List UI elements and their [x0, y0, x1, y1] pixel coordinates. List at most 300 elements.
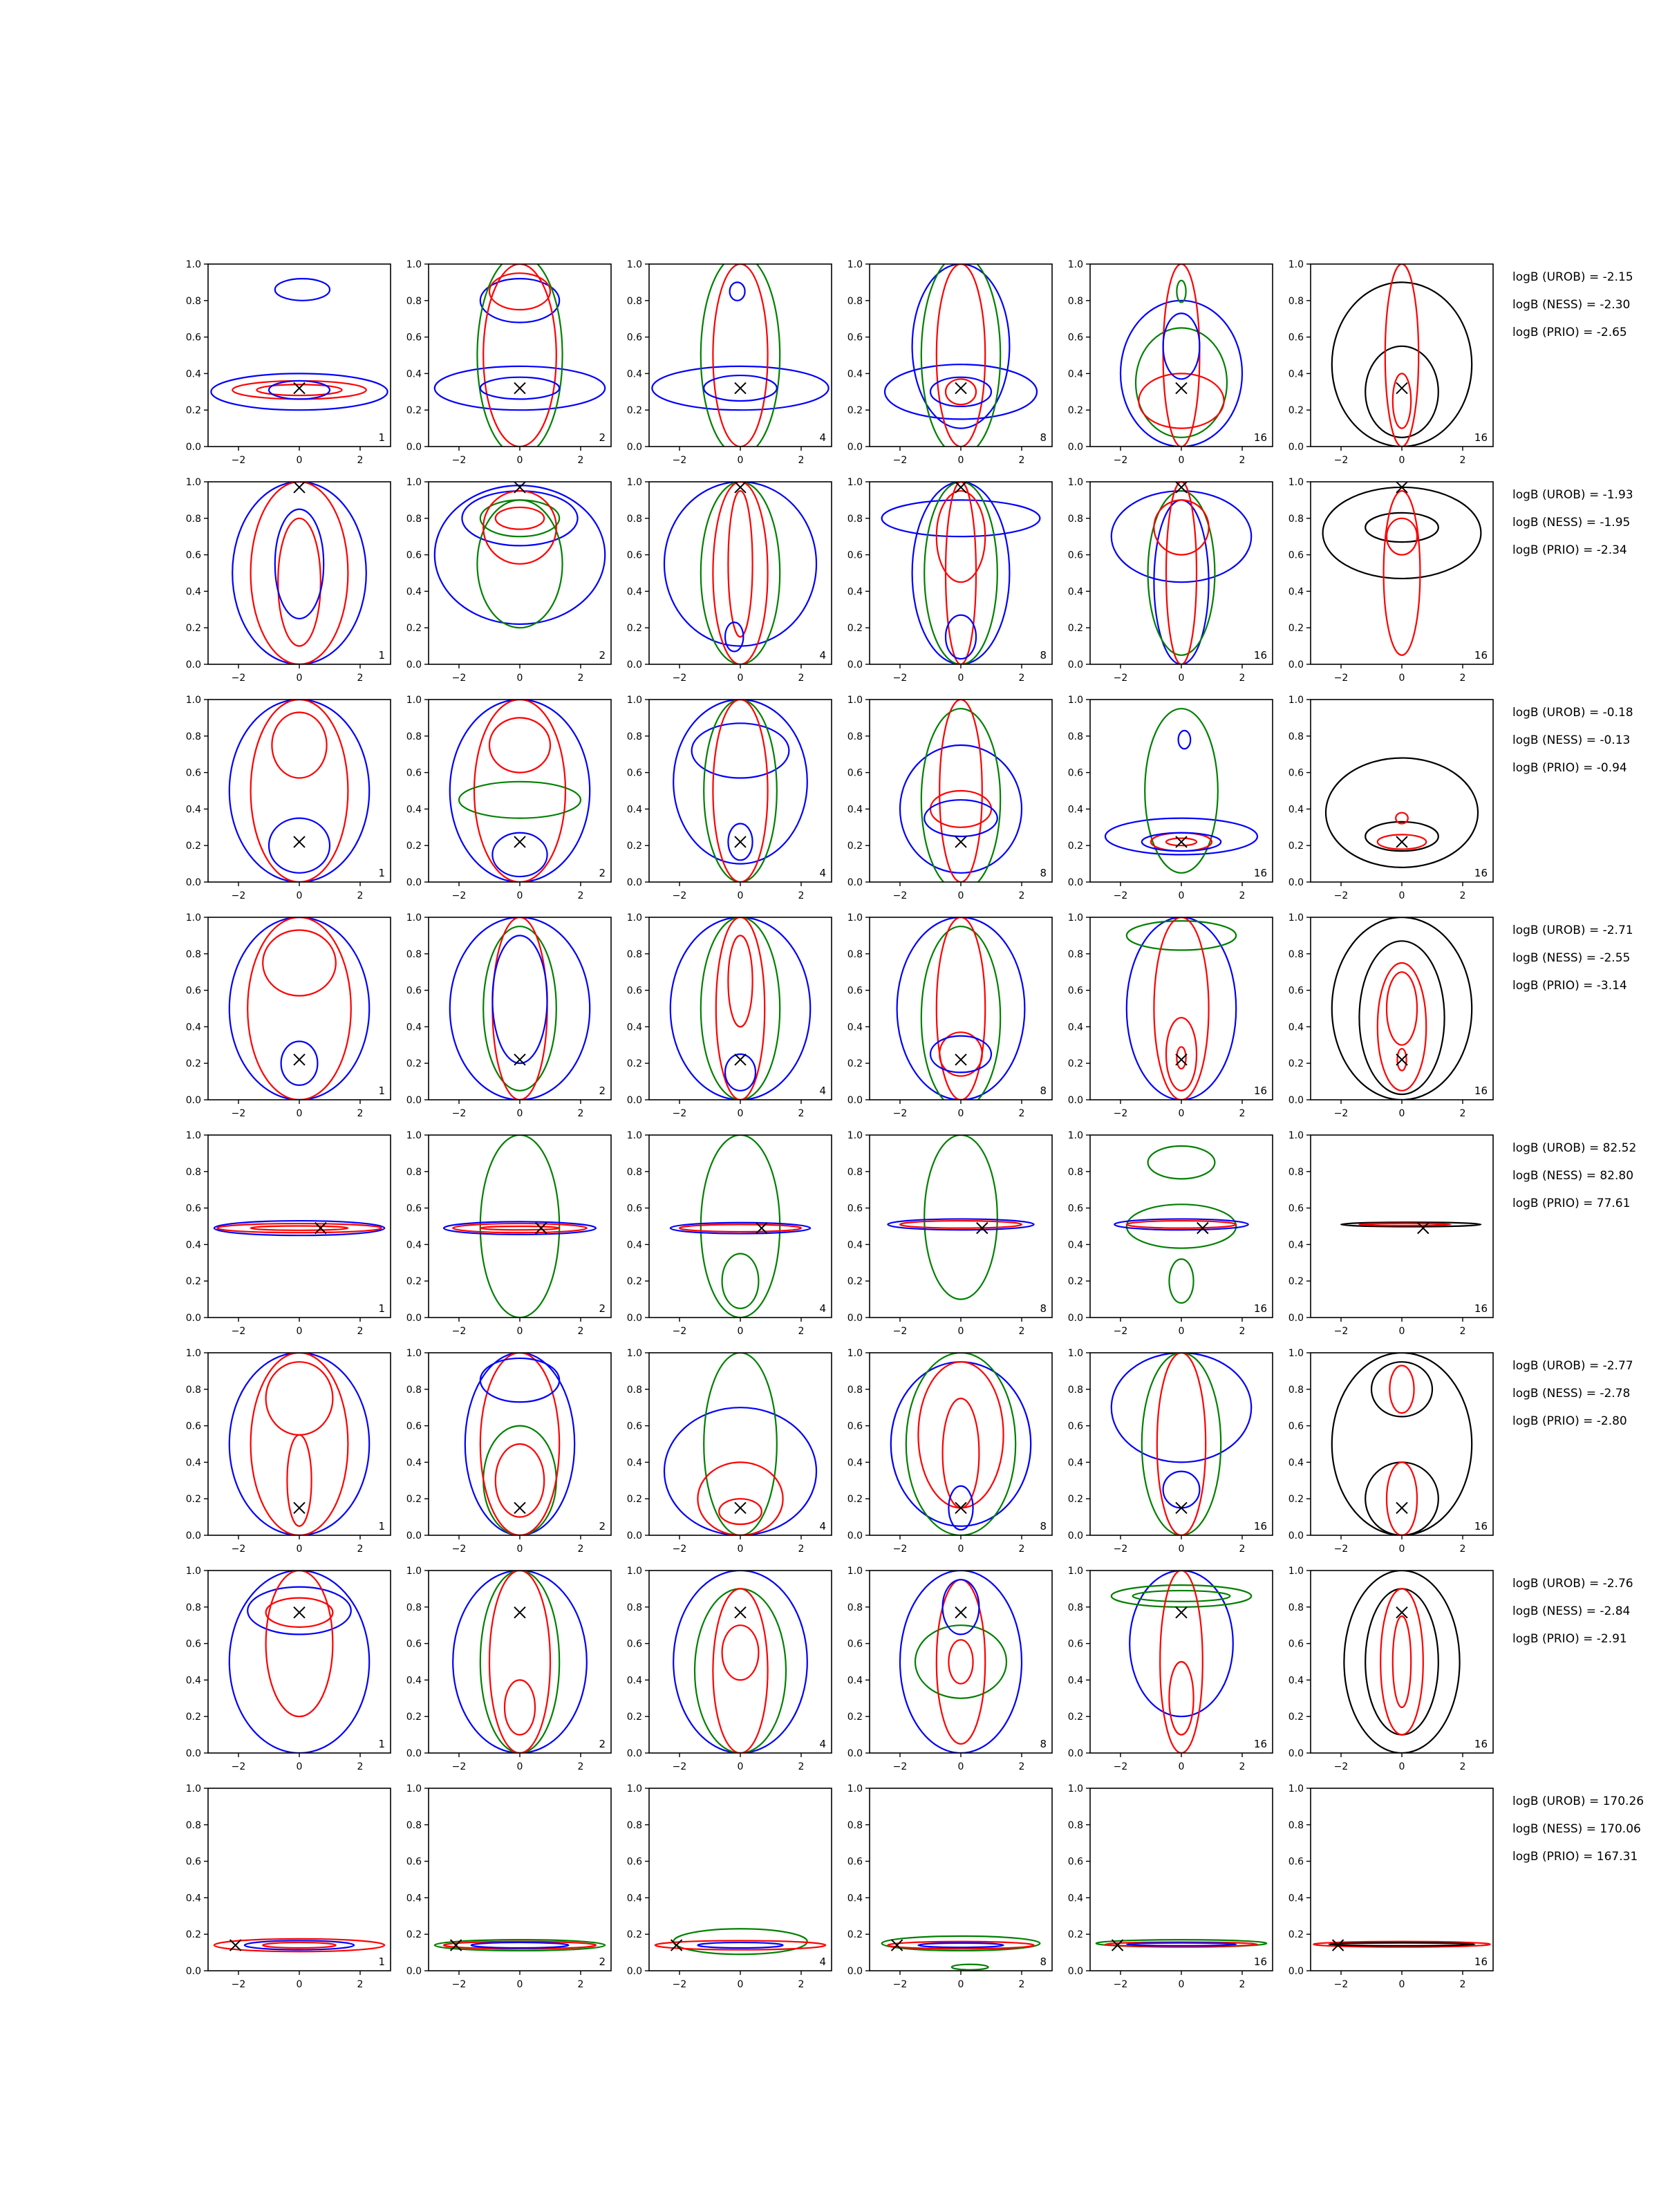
y-tick-label: 0.2 [185, 405, 201, 417]
y-tick-label: 0.6 [1288, 332, 1304, 344]
blue-contour [943, 1580, 980, 1634]
true-value-marker [294, 836, 305, 847]
x-tick-label: 0 [1398, 1544, 1405, 1555]
y-tick-label: 1.0 [185, 1566, 201, 1577]
red-contour [900, 1221, 1022, 1228]
x-tick-label: 0 [1178, 1326, 1185, 1337]
y-tick-label: 0.6 [847, 1203, 863, 1215]
green-contour [1127, 1204, 1236, 1248]
panel-r6-c2 [406, 1348, 611, 1555]
x-tick-label: 0 [957, 1326, 964, 1337]
x-tick-label: −2 [1113, 455, 1128, 466]
y-tick-label: 0.6 [626, 985, 642, 997]
y-tick-label: 0.4 [626, 804, 642, 816]
y-tick-label: 1.0 [406, 477, 422, 488]
red-contour [263, 1942, 336, 1948]
contour-group [211, 279, 387, 410]
y-tick-label: 0.6 [1288, 985, 1304, 997]
true-value-marker [955, 836, 966, 847]
true-value-marker [1396, 383, 1407, 394]
y-tick-label: 0.2 [185, 1276, 201, 1288]
panel-r1-c1 [186, 259, 391, 466]
red-contour [1387, 518, 1417, 555]
x-tick-label: −2 [1333, 890, 1349, 901]
y-tick-label: 0.6 [626, 1203, 642, 1215]
y-tick-label: 0.6 [847, 332, 863, 344]
y-tick-label: 1.0 [847, 1566, 863, 1577]
true-value-marker [892, 1940, 903, 1951]
y-tick-label: 0.2 [1067, 1712, 1083, 1723]
x-tick-label: 0 [296, 1979, 303, 1990]
green-contour [952, 1965, 988, 1970]
red-contour [1378, 963, 1426, 1091]
y-tick-label: 1.0 [1288, 1130, 1304, 1141]
x-tick-label: 2 [577, 1761, 584, 1772]
y-tick-label: 1.0 [1067, 259, 1083, 270]
y-tick-label: 0.6 [1067, 1856, 1083, 1868]
x-tick-label: −2 [231, 673, 246, 684]
y-tick-label: 0.2 [185, 1494, 201, 1506]
y-tick-label: 0.4 [626, 1457, 642, 1469]
x-tick-label: 2 [1239, 1979, 1246, 1990]
panel-r3-c5 [1068, 695, 1273, 901]
panel-iteration-label: 4 [819, 649, 826, 662]
contour-group [229, 1571, 369, 1753]
y-tick-label: 0.6 [626, 332, 642, 344]
y-tick-label: 0.0 [1288, 1966, 1304, 1977]
x-tick-label: 2 [1459, 1761, 1466, 1772]
y-tick-label: 1.0 [847, 477, 863, 488]
panel-frame [649, 264, 832, 447]
x-tick-label: −2 [892, 890, 908, 901]
panel-r3-c4 [847, 695, 1052, 901]
x-tick-label: −2 [1113, 1761, 1128, 1772]
red-contour [1393, 1616, 1411, 1707]
panel-frame [429, 700, 611, 882]
x-tick-label: −2 [451, 673, 467, 684]
panel-iteration-label: 16 [1474, 1956, 1488, 1968]
x-tick-label: −2 [672, 455, 687, 466]
blue-contour [1105, 818, 1257, 855]
y-tick-label: 0.0 [626, 1530, 642, 1541]
y-tick-label: 0.4 [185, 586, 201, 598]
y-tick-label: 1.0 [406, 1348, 422, 1359]
y-tick-label: 0.2 [1067, 841, 1083, 852]
red-contour [480, 1226, 559, 1230]
contour-group [214, 1939, 384, 1951]
y-tick-label: 1.0 [185, 912, 201, 924]
panel-frame [870, 1571, 1052, 1753]
panel-iteration-label: 4 [819, 1302, 826, 1315]
y-tick-label: 0.2 [1067, 1494, 1083, 1506]
x-tick-label: 2 [577, 673, 584, 684]
red-contour [266, 1571, 333, 1716]
blue-contour [453, 1571, 587, 1753]
x-tick-label: 2 [1459, 1979, 1466, 1990]
y-tick-label: 0.0 [185, 1313, 201, 1324]
x-tick-label: 2 [798, 890, 805, 901]
panel-iteration-label: 16 [1474, 1738, 1488, 1750]
y-tick-label: 0.8 [185, 731, 201, 742]
y-tick-label: 0.8 [626, 731, 642, 742]
y-tick-label: 0.8 [1288, 948, 1304, 960]
y-tick-label: 1.0 [1288, 912, 1304, 924]
logb-stat: logB (NESS) = 170.06 [1512, 1822, 1641, 1836]
contour-group [1323, 482, 1481, 655]
red-contour [489, 1571, 550, 1753]
y-tick-label: 1.0 [847, 1783, 863, 1794]
contour-group [450, 917, 590, 1100]
y-tick-label: 0.2 [626, 841, 642, 852]
logb-stat: logB (UROB) = -2.77 [1512, 1359, 1633, 1373]
logb-stat: logB (UROB) = -2.15 [1512, 270, 1633, 284]
y-tick-label: 1.0 [406, 912, 422, 924]
x-tick-label: 0 [1398, 890, 1405, 901]
y-tick-label: 0.4 [185, 1893, 201, 1904]
contour-group [671, 1135, 810, 1318]
x-tick-label: 0 [516, 1108, 523, 1119]
panel-r4-c1 [186, 912, 391, 1119]
contour-group [1121, 264, 1242, 447]
contour-group [900, 1571, 1022, 1753]
y-tick-label: 0.2 [406, 841, 422, 852]
logb-stat: logB (NESS) = -2.84 [1512, 1604, 1631, 1618]
y-tick-label: 0.0 [847, 659, 863, 671]
y-tick-label: 0.0 [185, 659, 201, 671]
x-tick-label: 2 [577, 1979, 584, 1990]
panel-iteration-label: 8 [1040, 1520, 1047, 1533]
x-tick-label: 0 [957, 673, 964, 684]
x-tick-label: 2 [1018, 890, 1025, 901]
panel-iteration-label: 2 [599, 1085, 606, 1097]
y-tick-label: 1.0 [626, 1348, 642, 1359]
y-tick-label: 0.2 [847, 841, 863, 852]
blue-contour [664, 1407, 816, 1535]
x-tick-label: 2 [357, 1761, 364, 1772]
x-tick-label: 0 [1178, 1979, 1185, 1990]
panel-r8-c4 [847, 1783, 1052, 1990]
y-tick-label: 0.4 [406, 804, 422, 816]
x-tick-label: 0 [1178, 890, 1185, 901]
x-tick-label: 0 [1178, 1544, 1185, 1555]
y-tick-label: 0.4 [185, 1457, 201, 1469]
blue-contour [471, 1942, 569, 1948]
blue-contour [450, 917, 590, 1100]
green-contour [924, 1135, 997, 1300]
x-tick-label: 2 [798, 673, 805, 684]
x-tick-label: 2 [1018, 1108, 1025, 1119]
y-tick-label: 0.4 [1288, 1675, 1304, 1687]
panel-r6-c5 [1068, 1348, 1273, 1555]
y-tick-label: 0.6 [406, 1203, 422, 1215]
y-tick-label: 0.6 [1288, 1203, 1304, 1215]
red-contour [483, 491, 556, 564]
y-tick-label: 0.8 [1067, 1166, 1083, 1178]
y-tick-label: 0.8 [847, 1384, 863, 1396]
blue-contour [692, 723, 789, 778]
panel-iteration-label: 4 [819, 431, 826, 444]
y-tick-label: 0.4 [1067, 586, 1083, 598]
red-contour [722, 1625, 759, 1680]
panel-r6-c4 [847, 1348, 1052, 1555]
x-tick-label: 2 [357, 673, 364, 684]
panel-iteration-label: 16 [1474, 1302, 1488, 1315]
y-tick-label: 0.8 [406, 1166, 422, 1178]
y-tick-label: 0.6 [185, 985, 201, 997]
blue-contour [730, 282, 745, 300]
panel-frame [429, 917, 611, 1100]
y-tick-label: 0.0 [406, 1095, 422, 1106]
y-tick-label: 0.8 [1288, 731, 1304, 742]
y-tick-label: 0.4 [626, 1022, 642, 1033]
red-contour [1387, 1462, 1417, 1535]
y-tick-label: 0.6 [406, 1856, 422, 1868]
black-contour [1365, 1588, 1438, 1734]
y-tick-label: 0.2 [1288, 1276, 1304, 1288]
x-tick-label: 2 [1459, 673, 1466, 684]
y-tick-label: 1.0 [626, 1566, 642, 1577]
x-tick-label: −2 [672, 890, 687, 901]
panel-iteration-label: 8 [1040, 867, 1047, 879]
panel-frame [870, 482, 1052, 664]
y-tick-label: 0.8 [1288, 513, 1304, 525]
blue-contour [1163, 313, 1200, 379]
x-tick-label: 0 [516, 673, 523, 684]
y-tick-label: 1.0 [185, 695, 201, 706]
x-tick-label: −2 [1333, 1761, 1349, 1772]
y-tick-label: 0.8 [1067, 1602, 1083, 1613]
x-tick-label: 2 [357, 1979, 364, 1990]
panel-iteration-label: 16 [1253, 1738, 1267, 1750]
true-value-marker [294, 1502, 305, 1513]
y-tick-label: 0.4 [847, 804, 863, 816]
x-tick-label: −2 [1113, 1544, 1128, 1555]
panel-r4-c6 [1288, 912, 1493, 1119]
panel-r4-c4 [847, 912, 1052, 1119]
y-tick-label: 0.2 [406, 1058, 422, 1070]
y-tick-label: 0.2 [1288, 405, 1304, 417]
y-tick-label: 0.2 [185, 1058, 201, 1070]
y-tick-label: 0.0 [847, 1095, 863, 1106]
y-tick-label: 0.6 [1067, 550, 1083, 561]
red-contour [251, 1226, 348, 1230]
panel-iteration-label: 8 [1040, 1085, 1047, 1097]
y-tick-label: 0.2 [847, 1276, 863, 1288]
y-tick-label: 0.4 [847, 368, 863, 380]
x-tick-label: −2 [892, 1979, 908, 1990]
y-tick-label: 0.4 [1067, 368, 1083, 380]
y-tick-label: 0.4 [1067, 1893, 1083, 1904]
y-tick-label: 0.0 [1067, 1313, 1083, 1324]
y-tick-label: 0.6 [185, 1421, 201, 1432]
x-tick-label: 0 [737, 1544, 744, 1555]
y-tick-label: 0.0 [185, 1966, 201, 1977]
y-tick-label: 1.0 [406, 259, 422, 270]
x-tick-label: 2 [1018, 1326, 1025, 1337]
y-tick-label: 0.0 [1288, 659, 1304, 671]
y-tick-label: 0.6 [185, 1856, 201, 1868]
y-tick-label: 0.0 [1067, 1748, 1083, 1759]
y-tick-label: 0.8 [1288, 1384, 1304, 1396]
y-tick-label: 0.4 [1288, 804, 1304, 816]
black-contour [1329, 1943, 1474, 1946]
y-tick-label: 0.2 [1288, 1712, 1304, 1723]
contour-group [664, 482, 816, 664]
y-tick-label: 0.4 [1067, 1239, 1083, 1251]
x-tick-label: −2 [231, 1761, 246, 1772]
red-contour [474, 700, 565, 882]
panel-iteration-label: 2 [599, 1520, 606, 1533]
contour-group [673, 1571, 807, 1753]
logb-stat: logB (NESS) = -1.95 [1512, 516, 1631, 529]
panel-r1-c3 [627, 255, 832, 466]
blue-contour [229, 917, 369, 1100]
y-tick-label: 0.6 [1067, 1421, 1083, 1432]
x-tick-label: 2 [577, 890, 584, 901]
y-tick-label: 0.4 [847, 1675, 863, 1687]
x-tick-label: −2 [231, 1544, 246, 1555]
y-tick-label: 0.0 [1067, 442, 1083, 453]
y-tick-label: 0.6 [847, 985, 863, 997]
contour-group [1313, 1940, 1490, 1951]
red-contour [217, 1224, 382, 1232]
x-tick-label: 0 [296, 455, 303, 466]
y-tick-label: 0.2 [406, 1929, 422, 1941]
y-tick-label: 0.4 [1067, 804, 1083, 816]
x-tick-label: 0 [737, 1761, 744, 1772]
panel-r1-c5 [1068, 259, 1273, 466]
y-tick-label: 0.8 [185, 295, 201, 307]
y-tick-label: 1.0 [1288, 1348, 1304, 1359]
y-tick-label: 0.8 [1067, 1384, 1083, 1396]
y-tick-label: 0.0 [626, 877, 642, 888]
y-tick-label: 0.2 [847, 1929, 863, 1941]
logb-stat: logB (PRIO) = -2.34 [1512, 543, 1627, 557]
x-tick-label: 0 [957, 455, 964, 466]
black-contour [1365, 346, 1438, 438]
red-contour [679, 1224, 801, 1232]
contour-group [1112, 1353, 1251, 1535]
x-tick-label: −2 [231, 1326, 246, 1337]
red-contour [946, 379, 976, 404]
panel-r3-c6 [1288, 695, 1493, 901]
blue-contour [891, 1362, 1031, 1526]
panel-iteration-label: 8 [1040, 1302, 1047, 1315]
y-tick-label: 0.6 [1067, 985, 1083, 997]
y-tick-label: 0.0 [847, 442, 863, 453]
true-value-marker [671, 1940, 682, 1951]
panel-r8-c2 [406, 1783, 611, 1990]
blue-contour [275, 279, 330, 301]
contour-group [1332, 917, 1472, 1100]
y-tick-label: 1.0 [185, 1130, 201, 1141]
panel-r7-c3 [627, 1566, 832, 1772]
panel-r1-c4 [847, 255, 1052, 466]
blue-contour [673, 1571, 807, 1753]
black-contour [1332, 282, 1472, 447]
y-tick-label: 0.2 [185, 1929, 201, 1941]
y-tick-label: 0.2 [626, 1058, 642, 1070]
contour-group [1112, 1571, 1251, 1753]
red-contour [278, 518, 321, 646]
y-tick-label: 0.4 [1288, 1457, 1304, 1469]
x-tick-label: 0 [1398, 1761, 1405, 1772]
y-tick-label: 0.2 [1288, 1494, 1304, 1506]
panel-frame [429, 1571, 611, 1753]
y-tick-label: 0.0 [626, 442, 642, 453]
y-tick-label: 0.0 [847, 1313, 863, 1324]
y-tick-label: 0.0 [1288, 1530, 1304, 1541]
y-tick-label: 0.4 [185, 804, 201, 816]
y-tick-label: 0.4 [1067, 1675, 1083, 1687]
y-tick-label: 0.8 [185, 1819, 201, 1831]
panel-iteration-label: 16 [1253, 867, 1267, 879]
y-tick-label: 0.8 [626, 1166, 642, 1178]
x-tick-label: −2 [892, 1544, 908, 1555]
x-tick-label: 2 [1459, 890, 1466, 901]
y-tick-label: 1.0 [626, 695, 642, 706]
y-tick-label: 0.0 [406, 1748, 422, 1759]
y-tick-label: 0.6 [626, 767, 642, 779]
contour-group [897, 917, 1025, 1109]
red-contour [496, 507, 544, 529]
y-tick-label: 0.4 [1288, 1022, 1304, 1033]
y-tick-label: 0.2 [847, 405, 863, 417]
x-tick-label: 2 [1459, 1108, 1466, 1119]
true-value-marker [955, 383, 966, 394]
y-tick-label: 1.0 [847, 912, 863, 924]
red-contour [489, 718, 550, 772]
panel-iteration-label: 16 [1253, 649, 1267, 662]
y-tick-label: 0.4 [406, 586, 422, 598]
x-tick-label: 2 [357, 890, 364, 901]
x-tick-label: −2 [1333, 1108, 1349, 1119]
red-contour [937, 1580, 985, 1744]
x-tick-label: −2 [672, 1108, 687, 1119]
contour-group [885, 255, 1037, 456]
true-value-marker [514, 383, 525, 394]
panel-r5-c1 [186, 1130, 391, 1337]
contour-group [652, 255, 828, 456]
panel-r5-c3 [627, 1130, 832, 1337]
red-contour [483, 264, 556, 447]
green-contour [1127, 921, 1236, 950]
y-tick-label: 0.4 [185, 1239, 201, 1251]
y-tick-label: 0.6 [847, 1421, 863, 1432]
blue-contour [269, 381, 330, 399]
x-tick-label: 0 [296, 1761, 303, 1772]
y-tick-label: 0.2 [406, 405, 422, 417]
panel-r6-c6 [1288, 1348, 1493, 1555]
red-contour [1166, 482, 1197, 664]
x-tick-label: 2 [1239, 1326, 1246, 1337]
true-value-marker [735, 1607, 746, 1618]
red-contour [496, 1444, 544, 1517]
y-tick-label: 0.6 [185, 1638, 201, 1650]
y-tick-label: 1.0 [1288, 259, 1304, 270]
y-tick-label: 0.6 [626, 1856, 642, 1868]
y-tick-label: 1.0 [406, 1566, 422, 1577]
y-tick-label: 0.4 [406, 1022, 422, 1033]
y-tick-label: 0.4 [406, 1893, 422, 1904]
red-contour [728, 491, 752, 637]
panel-r5-c6 [1288, 1130, 1493, 1337]
x-tick-label: 2 [577, 1326, 584, 1337]
x-tick-label: −2 [1333, 1326, 1349, 1337]
y-tick-label: 0.6 [185, 1203, 201, 1215]
true-value-marker [514, 1502, 525, 1513]
y-tick-label: 1.0 [1067, 1130, 1083, 1141]
